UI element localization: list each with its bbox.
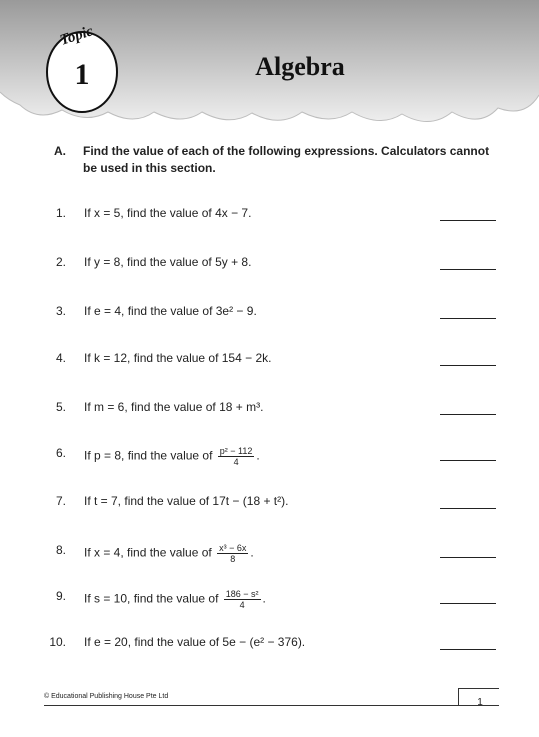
question-number: 4. <box>55 351 66 365</box>
topic-label: Topic <box>58 23 96 49</box>
question-text: If x = 5, find the value of 4x − 7. <box>84 206 252 220</box>
fraction <box>217 543 248 564</box>
question-row <box>0 351 539 375</box>
question-row <box>0 400 539 424</box>
section-instructions: Find the value of each of the following expressions. Calculators cannot be used in this section. <box>83 144 490 175</box>
answer-blank[interactable] <box>440 557 496 558</box>
fraction-denominator: 4 <box>239 600 245 610</box>
question-row <box>0 304 539 328</box>
question-text <box>84 589 266 610</box>
question-number: 9. <box>55 589 66 603</box>
question-row <box>0 635 539 659</box>
answer-blank[interactable] <box>440 649 496 650</box>
question-text <box>84 543 254 564</box>
fraction <box>224 589 261 610</box>
question-number: 5. <box>55 400 66 414</box>
question-row <box>0 446 539 470</box>
question-text: If e = 4, find the value of 3e² − 9. <box>84 304 257 318</box>
answer-blank[interactable] <box>440 318 496 319</box>
question-prefix: If x = 4, find the value of <box>84 545 212 560</box>
answer-blank[interactable] <box>440 269 496 270</box>
question-number: 1. <box>55 206 66 220</box>
question-row <box>0 543 539 567</box>
question-text: If t = 7, find the value of 17t − (18 + t²). <box>84 494 289 508</box>
question-number: 8. <box>55 543 66 557</box>
answer-blank[interactable] <box>440 460 496 461</box>
answer-blank[interactable] <box>440 414 496 415</box>
page-header <box>0 0 539 130</box>
question-row <box>0 255 539 279</box>
footer-rule <box>44 705 499 706</box>
question-suffix: . <box>262 591 266 606</box>
question-text: If m = 6, find the value of 18 + m³. <box>84 400 264 414</box>
question-row <box>0 589 539 613</box>
fraction-numerator: p² − 112 <box>219 446 253 456</box>
question-text: If k = 12, find the value of 154 − 2k. <box>84 351 272 365</box>
fraction-numerator: 186 − s² <box>225 589 259 599</box>
question-number: 6. <box>55 446 66 460</box>
question-text: If e = 20, find the value of 5e − (e² − 376). <box>84 635 306 649</box>
answer-blank[interactable] <box>440 220 496 221</box>
page-title: Algebra <box>255 52 345 81</box>
copyright-text: © Educational Publishing House Pte Ltd <box>44 693 169 700</box>
fraction <box>218 446 255 467</box>
answer-blank[interactable] <box>440 603 496 604</box>
question-prefix: If p = 8, find the value of <box>84 448 213 463</box>
question-text <box>84 446 260 467</box>
answer-blank[interactable] <box>440 508 496 509</box>
question-number: 2. <box>55 255 66 269</box>
question-suffix: . <box>256 448 260 463</box>
fraction-numerator: x³ − 6x <box>219 543 247 553</box>
fraction-denominator: 4 <box>233 457 239 467</box>
question-prefix: If s = 10, find the value of <box>84 591 219 606</box>
question-number: 3. <box>55 304 66 318</box>
fraction-denominator: 8 <box>230 554 236 564</box>
question-suffix: . <box>250 545 254 560</box>
question-number: 10. <box>49 635 66 649</box>
topic-number: 1 <box>74 58 90 91</box>
section-letter: A. <box>54 144 66 158</box>
answer-blank[interactable] <box>440 365 496 366</box>
question-number: 7. <box>55 494 66 508</box>
question-row <box>0 206 539 230</box>
question-row <box>0 494 539 518</box>
question-text: If y = 8, find the value of 5y + 8. <box>84 255 252 269</box>
page-number: 1 <box>477 697 483 708</box>
